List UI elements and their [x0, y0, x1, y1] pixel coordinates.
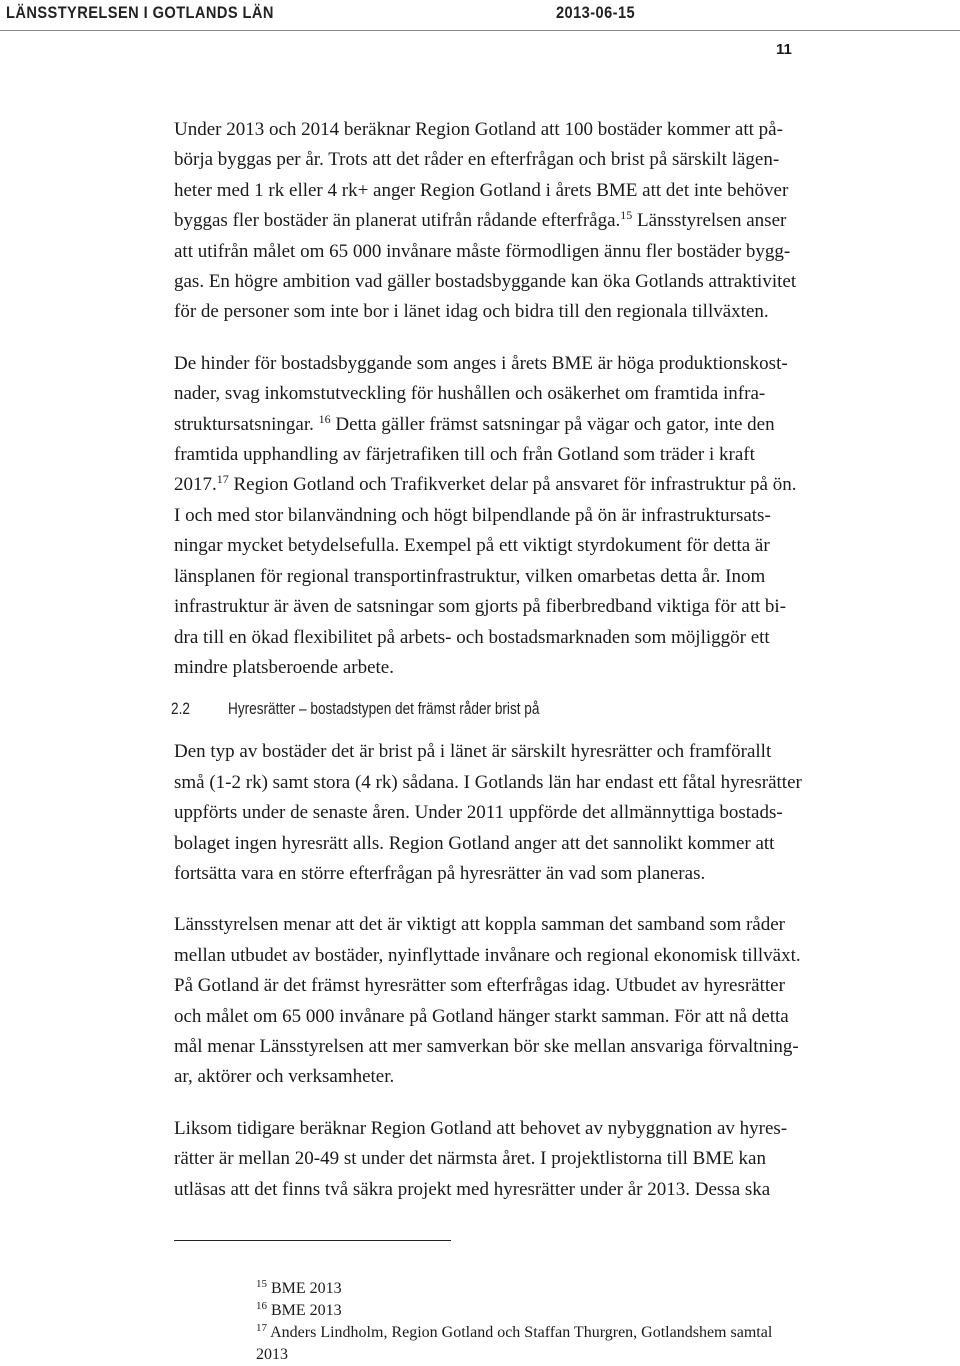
text-run: byggas fler bostäder än planerat utifrån rådande efterfråga.: [174, 210, 621, 232]
text-run: struktursatsningar.: [174, 413, 319, 435]
paragraph-gap: [174, 889, 940, 910]
footnote-number: 16: [256, 1300, 267, 1312]
text-line: infrastruktur är även de satsningar som gjorts på fiberbredband viktiga för att bi-: [174, 596, 787, 618]
text-line: mellan utbudet av bostäder, nyinflyttade invånare och regional ekonomisk tillväxt.: [174, 944, 801, 966]
footnote: [256, 1344, 916, 1366]
text-line: rätter är mellan 20-49 st under det närmsta året. I projektlistorna till BME kan: [174, 1148, 766, 1170]
footnote-text: Anders Lindholm, Region Gotland och Staffan Thurgren, Gotlandshem samtal: [267, 1324, 773, 1341]
text-line: I och med stor bilanvändning och högt bilpendlande på ön är infrastruktursats-: [174, 504, 771, 526]
text-line: [174, 206, 940, 236]
text-line: ar, aktörer och verksamheter.: [174, 1066, 395, 1088]
text-line: börja byggas per år. Trots att det råder en efterfrågan och brist på särskilt lägen-: [174, 149, 780, 171]
text-line: nader, svag inkomstutveckling för hushållen och osäkerhet om framtida infra-: [174, 383, 766, 405]
footnote-text: BME 2013: [267, 1302, 342, 1319]
text-line: [174, 410, 940, 440]
text-line: Den typ av bostäder det är brist på i länet är särskilt hyresrätter och framförallt: [174, 741, 772, 763]
paragraph: [174, 737, 940, 889]
text-line: att utifrån målet om 65 000 invånare måste förmodligen ännu fler bostäder bygg-: [174, 240, 791, 262]
body-text: [171, 115, 940, 1205]
footnote-number: 15: [256, 1278, 267, 1290]
footnote: [256, 1278, 916, 1300]
text-line: De hinder för bostadsbyggande som anges i årets BME är höga produktionskost-: [174, 352, 788, 374]
paragraph: [174, 115, 940, 328]
text-line: heter med 1 rk eller 4 rk+ anger Region Gotland i årets BME att det inte behöver: [174, 179, 789, 201]
text-line: uppförts under de senaste åren. Under 2011 uppförde det allmännyttiga bostads-: [174, 802, 783, 824]
paragraph: [174, 349, 940, 683]
text-line: små (1-2 rk) samt stora (4 rk) sådana. I Gotlands län har endast ett fåtal hyresrätter: [174, 771, 802, 793]
paragraph: [174, 910, 940, 1092]
text-line: länsplanen för regional transportinfrastruktur, vilken omarbetas detta år. Inom: [174, 565, 766, 587]
footnotes: [256, 1278, 916, 1366]
text-line: för de personer som inte bor i länet idag och bidra till den regionala tillväxten.: [174, 301, 769, 323]
text-line: gas. En högre ambition vad gäller bostadsbyggande kan öka Gotlands attraktivitet: [174, 271, 797, 293]
text-run: 2017.: [174, 474, 217, 496]
text-line: utläsas att det finns två säkra projekt med hyresrätter under år 2013. Dessa ska: [174, 1178, 771, 1200]
text-line: dra till en ökad flexibilitet på arbets- och bostadsmarknaden som möjliggör ett: [174, 626, 770, 648]
header-date: 2013-06-15: [556, 3, 636, 22]
paragraph: [174, 1114, 940, 1205]
text-line: ningar mycket betydelsefulla. Exempel på ett viktigt styrdokument för detta är: [174, 535, 770, 557]
page-header: [0, 0, 960, 32]
section-title: Hyresrätter – bostadstypen det främst råder brist på: [228, 699, 540, 719]
text-run: Detta gäller främst satsningar på vägar och gator, inte den: [330, 413, 775, 435]
text-line: Liksom tidigare beräknar Region Gotland att behovet av nybyggnation av hyres-: [174, 1117, 788, 1139]
text-line: mindre platsberoende arbete.: [174, 656, 394, 678]
footnote-text: 2013: [256, 1346, 288, 1363]
footnote: [256, 1322, 916, 1344]
header-organization: LÄNSSTYRELSEN I GOTLANDS LÄN: [6, 3, 274, 22]
text-line: fortsätta vara en större efterfrågan på hyresrätter än vad som planeras.: [174, 862, 706, 884]
text-line: och målet om 65 000 invånare på Gotland hänger starkt samman. För att nå detta: [174, 1005, 789, 1027]
footnote-ref: 15: [620, 208, 633, 223]
header-rule: [0, 30, 960, 31]
footnote: [256, 1300, 916, 1322]
section-paragraphs: [174, 737, 940, 1205]
text-line: Länsstyrelsen menar att det är viktigt att koppla samman det samband som råder: [174, 914, 785, 936]
page-number: 11: [776, 41, 792, 58]
footnote-ref: 16: [318, 411, 331, 426]
text-line: framtida upphandling av färjetrafiken till och från Gotland som träder i kraft: [174, 444, 755, 466]
text-run: Region Gotland och Trafikverket delar på ansvaret för infrastruktur på ön.: [228, 474, 797, 496]
footnote-text: BME 2013: [267, 1280, 342, 1297]
section-number: 2.2: [171, 699, 190, 719]
footnote-rule: [174, 1240, 451, 1241]
text-line: Under 2013 och 2014 beräknar Region Gotland att 100 bostäder kommer att på-: [174, 119, 783, 140]
paragraph-gap: [174, 1093, 940, 1114]
paragraph-gap: [174, 328, 940, 349]
text-line: På Gotland är det främst hyresrätter som efterfrågas idag. Utbudet av hyresrätter: [174, 975, 785, 997]
text-line: [174, 470, 940, 500]
text-line: mål menar Länsstyrelsen att mer samverkan bör ske mellan ansvariga förvaltning-: [174, 1035, 799, 1057]
section-heading: [171, 689, 940, 737]
footnote-number: 17: [256, 1322, 267, 1334]
text-run: Länsstyrelsen anser: [632, 210, 787, 232]
intro-paragraphs: [174, 115, 940, 683]
text-line: bolaget ingen hyresrätt alls. Region Gotland anger att det sannolikt kommer att: [174, 832, 775, 854]
footnote-ref: 17: [216, 472, 229, 487]
